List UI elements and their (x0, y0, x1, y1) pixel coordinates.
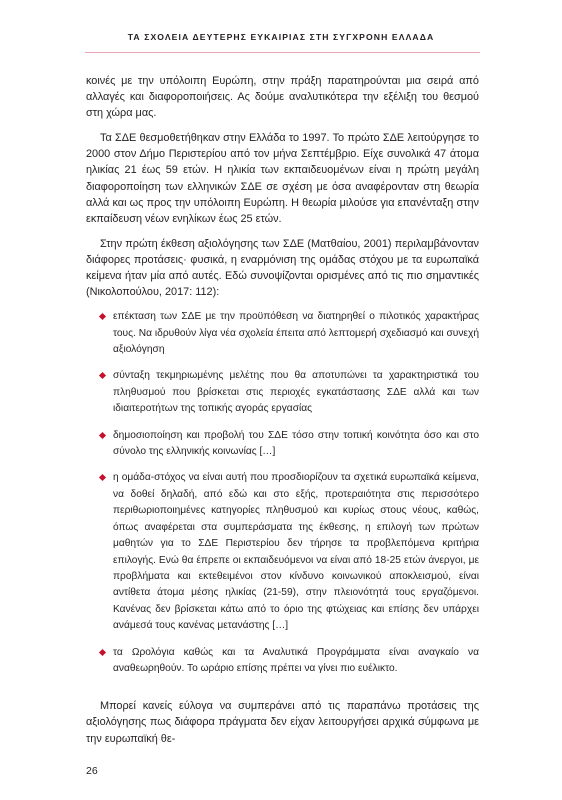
list-item-text: σύνταξη τεκμηριωμένης μελέτης που θα αποτυπώνει τα χαρακτηριστικά του πληθυσμού που βρίσκεται στις περιοχές εγκατάστασης ΣΔΕ αλλά και των ιδιαιτεροτήτων της τοπικής αγοράς εργασίας (113, 370, 479, 415)
list-item-text: τα Ωρολόγια καθώς και τα Αναλυτικά Προγράμματα είναι αναγκαίο να αναθεωρηθούν. Το ωράριο επίσης πρέπει να γίνει πιο ευέλικτο. (113, 646, 479, 674)
list-item (104, 470, 479, 634)
page-body (86, 73, 479, 756)
diamond-bullet-icon (99, 432, 106, 439)
running-header: ΤΑ ΣΧΟΛΕΙΑ ΔΕΥΤΕΡΗΣ ΕΥΚΑΙΡΙΑΣ ΣΤΗ ΣΥΓΧΡΟΝΗ ΕΛΛΑΔΑ (127, 32, 435, 42)
proposal-list (86, 309, 479, 677)
header-divider (85, 52, 480, 53)
list-item-text: δημοσιοποίηση και προβολή του ΣΔΕ τόσο στην τοπική κοινότητα όσο και στο σύνολο της ελληνικής κοινωνίας […] (113, 429, 479, 458)
diamond-bullet-icon (99, 313, 106, 320)
page-number: 26 (86, 765, 98, 777)
diamond-bullet-icon (99, 648, 106, 655)
diamond-bullet-icon (99, 474, 106, 481)
diamond-bullet-icon (99, 372, 106, 379)
list-item-text: επέκταση των ΣΔΕ με την προϋπόθεση να διατηρηθεί ο πιλοτικός χαρακτήρας τους. Να ιδρυθούν λίγα νέα σχολεία έπειτα από λεπτομερή σχεδιασμό και συνεχή αξιολόγηση (113, 311, 479, 356)
list-item (104, 368, 479, 417)
list-item-text: η ομάδα-στόχος να είναι αυτή που προσδιορίζουν τα σχετικά ευρωπαϊκά κείμενα, να δοθεί δηλαδή, από εδώ και στο εξής, προτεραιότητα στις περισσότερο περιθωριοποιημένες κατηγορίες πληθυσμού και κυρίως στους νέους, καθώς, όπως αναφέρεται στα συμπεράσματα της έκθεσης, η επιλογή των πρώτων μαθητών για το ΣΔΕ Περιστερίου δεν τήρησε τα προβλεπόμενα κριτήρια επιλογής. Ενώ θα έπρεπε οι εκπαιδευόμενοι να είναι από 18-25 ετών άνεργοι, με προβλήματα και εκτεθειμένοι στον κίνδυνο κοινωνικού αποκλεισμού, είναι αντίθετα άτομα μέσης ηλικίας (21-59), στην πλειονότητά τους εργαζόμενοι. Κανένας δεν βρίσκεται κάτω από το όριο της φτώχειας και επίσης δεν υπάρχει ανάμεσά τους κανένας μετανάστης […] (113, 472, 479, 632)
list-item (104, 645, 479, 678)
closing-paragraph: Μπορεί κανείς εύλογα να συμπεράνει από τις παραπάνω προτάσεις της αξιολόγησης πως διάφορα πράγματα δεν είχαν λειτουργήσει αρχικά σύμφωνα με την ευρωπαϊκή θε- (86, 700, 479, 745)
paragraph: Στην πρώτη έκθεση αξιολόγησης των ΣΔΕ (Ματθαίου, 2001) περιλαμβάνονταν διάφορες προτάσεις· φυσικά, η εναρμόνιση της ομάδας στόχου με τα ευρωπαϊκά κείμενα ήταν μία από αυτές. Εδώ συνοψίζονται ορισμένες από τις πιο σημαντικές (Νικολοπούλου, 2017: 112): (86, 237, 479, 299)
list-item (104, 309, 479, 358)
list-item (104, 428, 479, 461)
paragraph: Τα ΣΔΕ θεσμοθετήθηκαν στην Ελλάδα το 1997. Το πρώτο ΣΔΕ λειτούργησε το 2000 στον Δήμο Περιστερίου από τον μήνα Σεπτέμβριο. Είχε συνολικά 47 άτομα ηλικίας 21 έως 59 ετών. Η ηλικία των εκπαιδευομένων είναι η πρώτη μεγάλη διαφοροποίηση των ελληνικών ΣΔΕ σε σχέση με όσα αναφέρονταν στη θεωρία αλλά και ως προς την υπόλοιπη Ευρώπη. Η θεωρία μιλούσε για επανένταξη στην εκπαίδευση νέων ενηλίκων έως 25 ετών. (86, 132, 479, 225)
paragraph: κοινές με την υπόλοιπη Ευρώπη, στην πράξη παρατηρούνται μια σειρά από αλλαγές και διαφοροποιήσεις. Ας δούμε αναλυτικότερα την εξέλιξη του θεσμού στη χώρα μας. (86, 75, 479, 120)
